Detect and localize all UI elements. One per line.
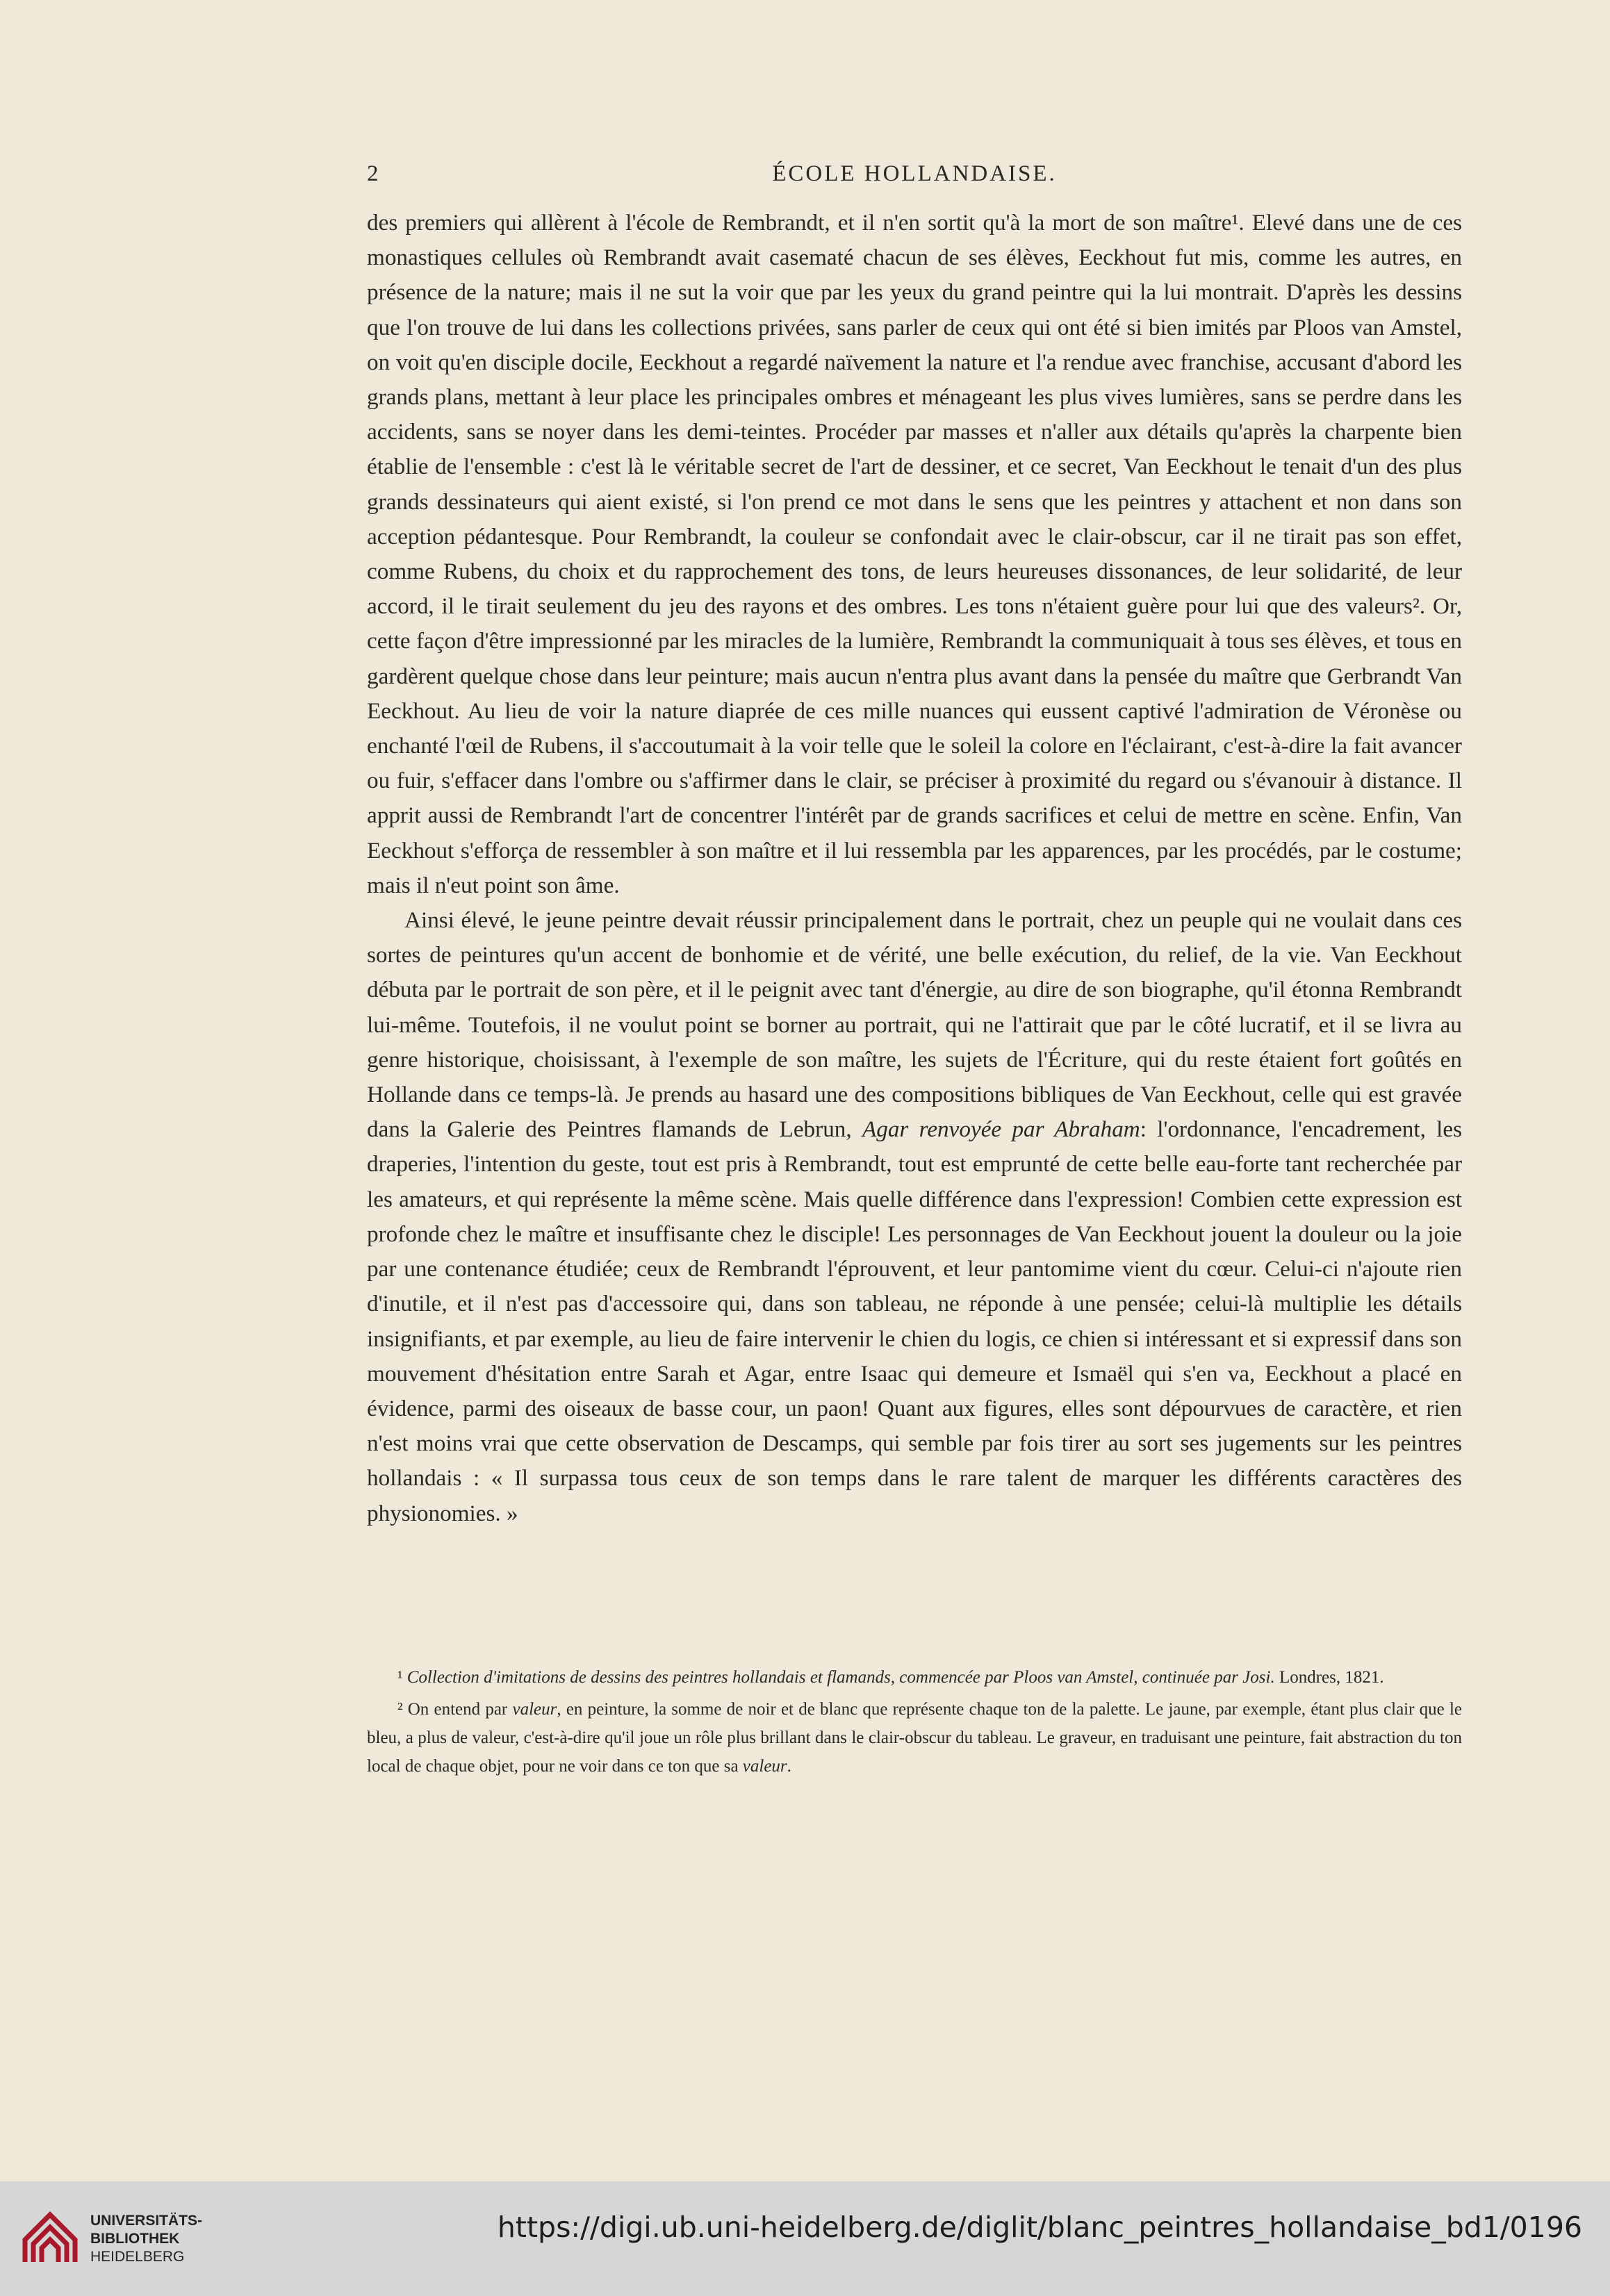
- paragraph-2-part-b: : l'ordonnance, l'encadrement, les draperies, l'intention du geste, tout est pris à Rembrandt, tout est emprunté de cette belle eau-forte tant recherchée par les amateurs, et qui représente la même scène. Mais quelle différence dans l'expression! Combien cette expression est profonde chez le maître et insuffisante chez le disciple! Les personnages de Van Eeckhout jouent la douleur ou la joie par une contenance étudiée; ceux de Rembrandt l'éprouvent, et leur pantomime vient du cœur. Celui-ci n'ajoute rien d'inutile, et il n'est pas d'accessoire qui, dans son tableau, ne réponde à une pensée; celui-là multiplie les détails insignifiants, et par exemple, au lieu de faire intervenir le chien du logis, ce chien si intéressant et si expressif dans son mouvement d'hésitation entre Sarah et Agar, entre Isaac qui demeure et Ismaël qui s'en va, Eeckhout a placé en évidence, parmi des oiseaux de basse cour, un paon! Quant aux figures, elles sont dépourvues de caractère, et rien n'est moins vrai que cette observation de Descamps, qui semble par fois tirer au sort ses jugements sur les peintres hollandais : « Il surpassa tous ceux de son temps dans le rare talent de marquer les différents caractères des physionomies. »: [367, 1116, 1463, 1526]
- source-url-link[interactable]: https://digi.ub.uni-heidelberg.de/diglit/blanc_peintres_hollandaise_bd1/0196: [497, 2211, 1582, 2244]
- footnote-1-rest: Londres, 1821.: [1279, 1668, 1384, 1687]
- page-number: 2: [367, 161, 381, 186]
- paragraph-2: [367, 903, 1462, 1531]
- footnote-1-mark: ¹: [397, 1668, 403, 1687]
- artwork-title: Agar renvoyée par Abraham: [862, 1116, 1140, 1143]
- footnote-2-term-1: valeur: [512, 1700, 557, 1719]
- footnote-2-part-b: , en peinture, la somme de noir et de blanc que représente chaque ton de la palette. Le jaune, par exemple, étant plus clair que le bleu, a plus de valeur, c'est-à-dire qu'il joue un rôle plus brillant dans le clair-obscur du tableau. Le graveur, en traduisant une peinture, fait abstraction du ton local de chaque objet, pour ne voir dans ce ton que sa: [367, 1700, 1463, 1776]
- running-title: ÉCOLE HOLLANDAISE.: [772, 161, 1057, 186]
- footnote-2: [367, 1695, 1462, 1781]
- paragraph-2-part-a: Ainsi élevé, le jeune peintre devait réussir principalement dans le portrait, chez un peuple qui ne voulait dans ces sortes de peintures qu'un accent de bonhomie et de vérité, une belle exécution, du relief, de la vie. Van Eeckhout débuta par le portrait de son père, et il le peignit avec tant d'énergie, au dire de son biographe, qu'il étonna Rembrandt lui-même. Toutefois, il ne voulut point se borner au portrait, qui ne l'attirait que par le côté lucratif, et il se livra au genre historique, choisissant, à l'exemple de son maître, les sujets de l'Écriture, qui du reste étaient fort goûtés en Hollande dans ce temps-là. Je prends au hasard une des compositions bibliques de Van Eeckhout, celle qui est gravée dans la Galerie des Peintres flamands de Lebrun,: [367, 907, 1462, 1143]
- footnotes: [367, 1663, 1462, 1781]
- paragraph-1: des premiers qui allèrent à l'école de Rembrandt, et il n'en sortit qu'à la mort de son maître¹. Elevé dans une de ces monastiques cellules où Rembrandt avait casematé chacun de ses élèves, Eeckhout fut mis, comme les autres, en présence de la nature; mais il ne sut la voir que par les yeux du grand peintre qui la lui montrait. D'après les dessins que l'on trouve de lui dans les collections privées, sans parler de ceux qui ont été si bien imités par Ploos van Amstel, on voit qu'en disciple docile, Eeckhout a regardé naïvement la nature et l'a rendue avec franchise, accusant d'abord les grands plans, mettant à leur place les principales ombres et ménageant les plus vives lumières, sans se perdre dans les accidents, sans se noyer dans les demi-teintes. Procéder par masses et n'aller aux détails qu'après la charpente bien établie de l'ensemble : c'est là le véritable secret de l'art de dessiner, et ce secret, Van Eeckhout le tenait d'un des plus grands dessinateurs qui aient existé, si l'on prend ce mot dans le sens que les peintres y attachent et non dans son acception pédantesque. Pour Rembrandt, la couleur se confondait avec le clair-obscur, car il ne tirait pas son effet, comme Rubens, du choix et du rapprochement des tons, de leurs heureuses dissonances, de leur solidarité, de leur accord, il le tirait seulement du jeu des rayons et des ombres. Les tons n'étaient guère pour lui que des valeurs². Or, cette façon d'être impressionné par les miracles de la lumière, Rembrandt la communiquait à tous ses élèves, et tous en gardèrent quelque chose dans leur peinture; mais aucun n'entra plus avant dans la pensée du maître que Gerbrandt Van Eeckhout. Au lieu de voir la nature diaprée de ces mille nuances qui eussent captivé l'admiration de Véronèse ou enchanté l'œil de Rubens, il s'accoutumait à la voir telle que le soleil la colore en l'éclairant, c'est-à-dire la fait avancer ou fuir, s'effacer dans l'ombre ou s'affirmer dans le clair, se préciser à proximité du regard ou s'évanouir à distance. Il apprit aussi de Rembrandt l'art de concentrer l'intérêt par de grands sacrifices et celui de mettre en scène. Enfin, Van Eeckhout s'efforça de ressembler à son maître et il lui ressembla par les apparences, par les procédés, par le costume; mais il n'eut point son âme.: [367, 210, 1462, 898]
- library-name-line-1: UNIVERSITÄTS-: [90, 2213, 203, 2229]
- library-name: [90, 2212, 202, 2266]
- footnote-1: [367, 1663, 1462, 1692]
- footnote-1-title: Collection d'imitations de dessins des peintres hollandais et flamands, commencée par Ploos van Amstel, continuée par Josi.: [406, 1668, 1275, 1687]
- footnote-2-end: .: [787, 1757, 791, 1776]
- footnote-2-mark: ²: [397, 1700, 403, 1719]
- page-header: [367, 161, 1462, 196]
- footnote-2-term-2: valeur: [742, 1757, 787, 1776]
- library-name-line-2: BIBLIOTHEK: [90, 2231, 180, 2247]
- body-text: [367, 206, 1462, 1531]
- footnote-2-part-a: On entend par: [407, 1700, 508, 1719]
- library-name-line-3: HEIDELBERG: [90, 2249, 185, 2265]
- library-logo-icon: [18, 2208, 81, 2269]
- footer-bar: [0, 2181, 1610, 2296]
